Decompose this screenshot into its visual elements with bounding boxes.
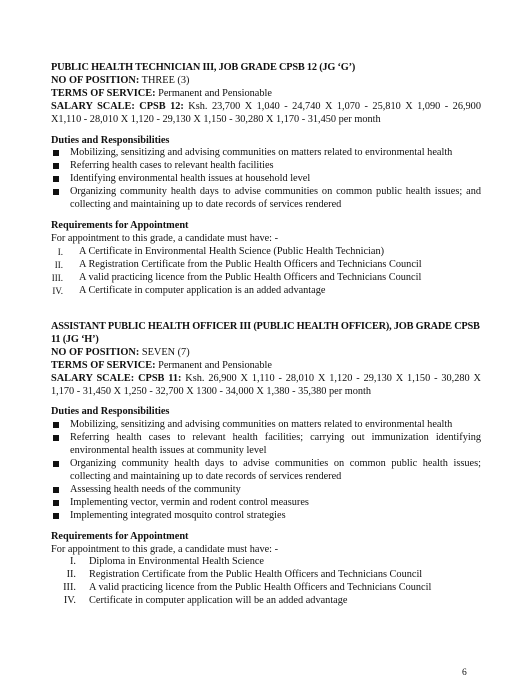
requirements-list — [51, 556, 481, 608]
bullet-icon — [53, 163, 59, 169]
page-number: 6 — [462, 668, 467, 678]
list-item: III. A valid practicing licence from the Public Health Officers and Technicians Council — [51, 271, 422, 283]
list-item: IV. A Certificate in computer application is an added advantage — [52, 284, 326, 296]
list-item: Implementing vector, vermin and rodent control measures — [51, 497, 481, 510]
list-item: IV. Certificate in computer application will be an added advantage — [51, 595, 481, 608]
requirements-intro: For appointment to this grade, a candidate must have: - — [51, 232, 279, 244]
list-item: Referring health cases to relevant health facilities; carrying out immunization identifying environmental health issues at community level — [51, 432, 481, 458]
terms-label: TERMS OF SERVICE: — [51, 87, 156, 99]
position-section-2 — [51, 321, 481, 608]
list-item: Organizing community health days to advise communities on common public health issues; collecting and maintaining up to date records of services rendered — [51, 458, 481, 484]
bullet-icon — [53, 422, 59, 428]
list-number: II. — [66, 569, 76, 581]
requirements-intro: For appointment to this grade, a candidate must have: - — [51, 543, 279, 555]
terms-value: Permanent and Pensionable — [155, 87, 272, 99]
duties-list — [51, 147, 481, 212]
list-item: Implementing integrated mosquito control strategies — [51, 510, 481, 523]
bullet-icon — [53, 500, 59, 506]
salary-scale — [51, 373, 481, 399]
salary-label: SALARY SCALE: CPSB 12: — [51, 100, 184, 112]
bullet-icon — [53, 435, 59, 441]
list-item: Organizing community health days to advise communities on common public health issues; and collecting and maintaining up to date records of services rendered — [51, 186, 481, 212]
salary-scale — [51, 101, 481, 127]
salary-value: Ksh. 23,700 X 1,040 - 24,740 X 1,070 - 25,810 X 1,090 - 26,900 X1,110 - 28,010 X 1,120 - 29,130 X 1,150 - 30,280 X 1,170 - 31,450 per month — [51, 100, 481, 125]
no-of-position-label: NO OF POSITION: — [51, 74, 140, 86]
bullet-icon — [53, 150, 59, 156]
list-number: IV. — [52, 285, 63, 296]
bullet-icon — [53, 189, 59, 195]
requirements-heading: Requirements for Appointment — [51, 219, 189, 231]
bullet-icon — [53, 176, 59, 182]
duties-list — [51, 419, 481, 522]
position-title: PUBLIC HEALTH TECHNICIAN III, JOB GRADE CPSB 12 (JG ‘G’) — [51, 62, 356, 73]
list-item: Assessing health needs of the community — [51, 484, 481, 497]
list-item: I. Diploma in Environmental Health Science — [51, 556, 481, 569]
list-item: Referring health cases to relevant health facilities — [51, 160, 481, 173]
duties-heading: Duties and Responsibilities — [51, 406, 170, 418]
requirements-list — [51, 246, 481, 298]
list-number: III. — [63, 582, 76, 594]
terms-value: Permanent and Pensionable — [155, 359, 272, 371]
list-item: Mobilizing, sensitizing and advising communities on matters related to environmental health — [51, 147, 481, 160]
no-of-position-value: THREE (3) — [139, 74, 190, 86]
salary-value: Ksh. 26,900 X 1,110 - 28,010 X 1,120 - 29,130 X 1,150 - 30,280 X 1,170 - 31,450 X 1,250 - 32,700 X 1300 - 34,000 X 1,380 - 35,380 per month — [51, 372, 481, 397]
terms-of-service — [51, 360, 481, 373]
no-of-position-label: NO OF POSITION: — [51, 346, 140, 358]
no-of-position — [51, 347, 481, 360]
bullet-icon — [53, 487, 59, 493]
list-number: I. — [57, 246, 63, 257]
list-number: II. — [54, 259, 63, 270]
terms-label: TERMS OF SERVICE: — [51, 359, 156, 371]
no-of-position-value: SEVEN (7) — [139, 346, 190, 358]
list-item: II. Registration Certificate from the Public Health Officers and Technicians Council — [51, 569, 481, 582]
position-section-1 — [51, 62, 481, 297]
bullet-icon — [53, 513, 59, 519]
terms-of-service — [51, 88, 481, 101]
list-item: Identifying environmental health issues at household level — [51, 173, 481, 186]
salary-label: SALARY SCALE: CPSB 11: — [51, 372, 182, 384]
position-title: ASSISTANT PUBLIC HEALTH OFFICER III (PUBLIC HEALTH OFFICER), JOB GRADE CPSB 11 (JG ‘H’) — [51, 321, 480, 345]
duties-heading: Duties and Responsibilities — [51, 134, 170, 146]
list-number: III. — [51, 272, 63, 283]
no-of-position — [51, 75, 481, 88]
bullet-icon — [53, 461, 59, 467]
list-number: I. — [69, 556, 76, 568]
list-item: I. A Certificate in Environmental Health Science (Public Health Technician) — [51, 246, 481, 259]
list-item: Mobilizing, sensitizing and advising communities on matters related to environmental health — [51, 419, 481, 432]
list-item: II. A Registration Certificate from the Public Health Officers and Technicians Council — [51, 259, 481, 272]
requirements-heading: Requirements for Appointment — [51, 530, 189, 542]
list-item: III. A valid practicing licence from the Public Health Officers and Technicians Council — [51, 582, 481, 595]
list-number: IV. — [63, 595, 76, 607]
